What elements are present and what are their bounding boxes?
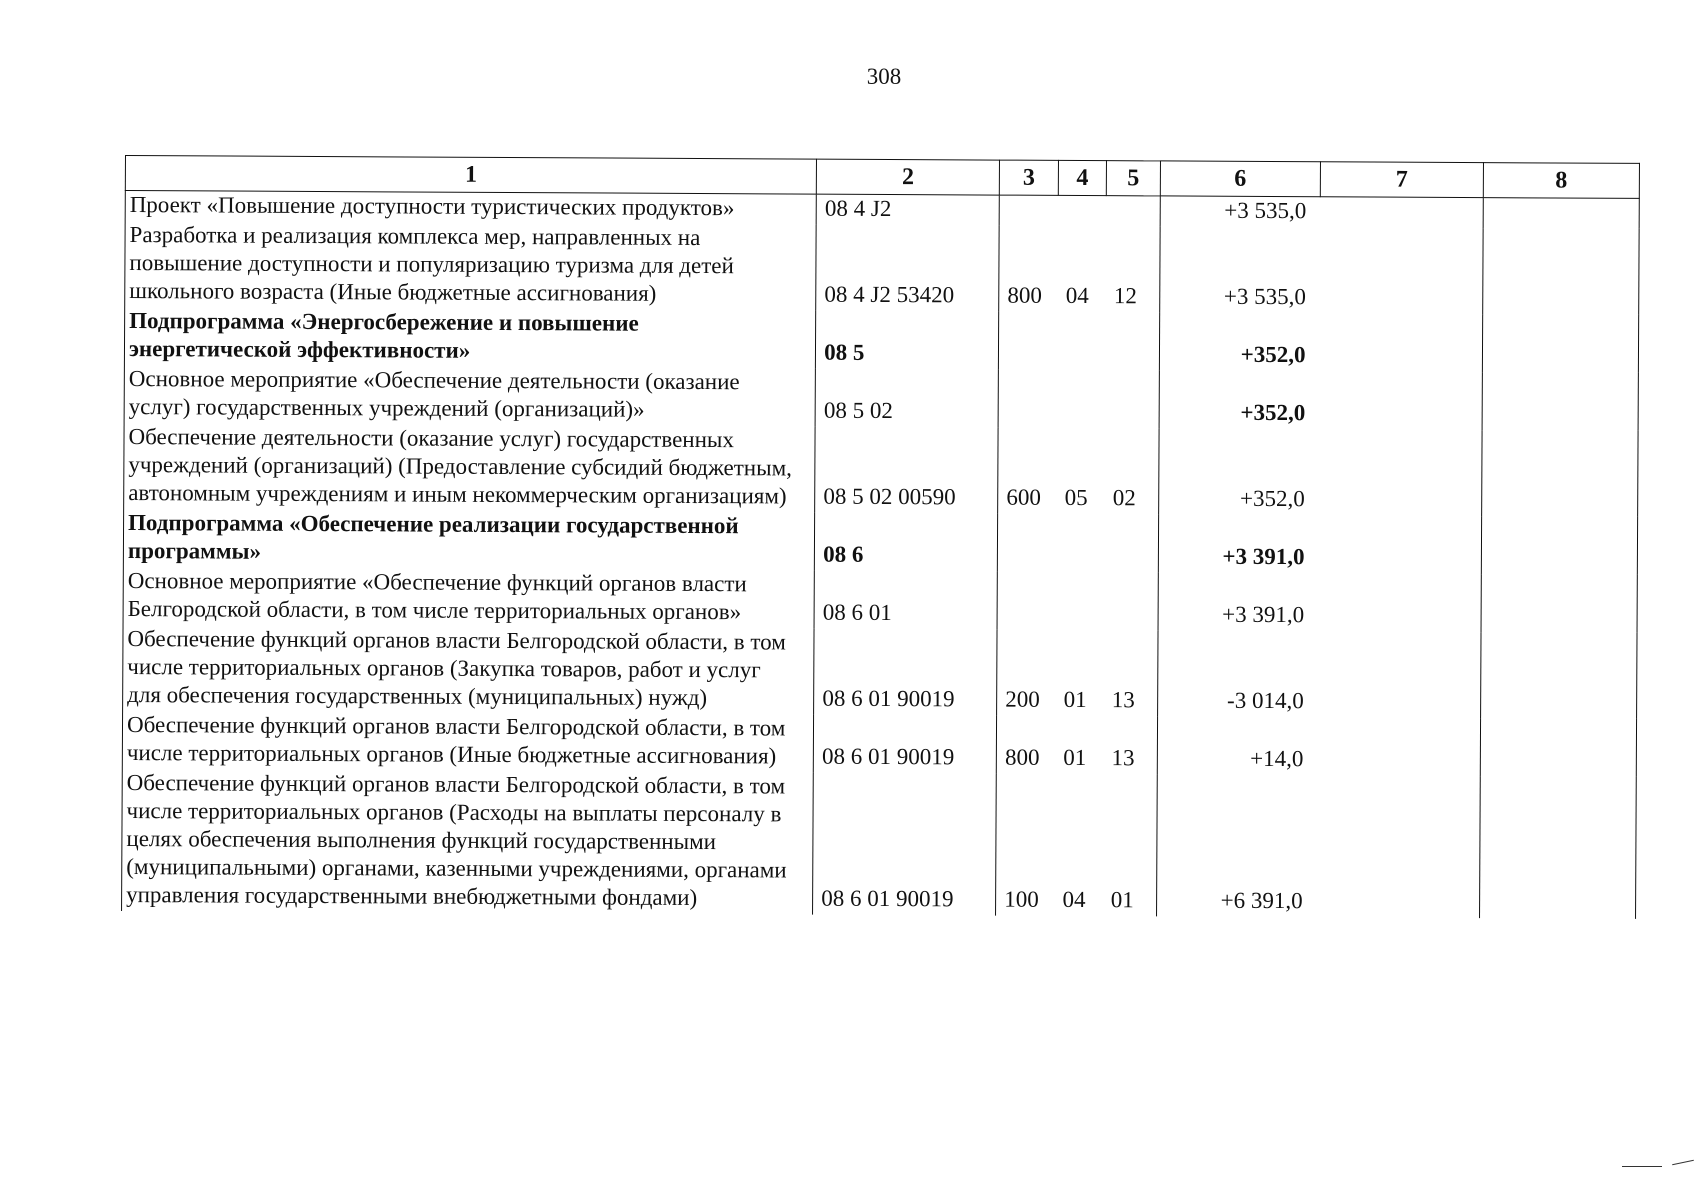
row-description: Основное мероприятие «Обеспечение деятельности (оказание услуг) государственных учреждений (организаций)» — [124, 365, 815, 427]
row-column-8 — [1480, 632, 1637, 719]
row-amount: +3 391,0 — [1158, 514, 1319, 573]
row-expense-type: 100 — [996, 774, 1056, 916]
table-body — [122, 191, 1640, 919]
row-column-8 — [1482, 372, 1639, 431]
row-code: 08 5 — [816, 311, 999, 370]
table-row — [123, 567, 1637, 633]
row-description: Обеспечение деятельности (оказание услуг) государственных учреждений (организаций) (Предоставление субсидий бюджетным, автономным учреждениям и иным некоммерческим организациям) — [124, 423, 816, 513]
row-subsection: 13 — [1111, 687, 1135, 713]
column-header-1: 1 — [125, 156, 816, 195]
row-section — [1056, 514, 1104, 572]
row-amount: +3 391,0 — [1158, 572, 1319, 631]
column-header-2: 2 — [816, 159, 999, 195]
row-subsection — [1105, 370, 1159, 428]
row-subsection — [1106, 312, 1160, 370]
row-subsection: 13 — [1111, 745, 1135, 771]
row-code: 08 6 01 90019 — [814, 629, 997, 716]
row-expense-type — [999, 312, 1058, 370]
row-description: Подпрограмма «Энергосбережение и повышение энергетической эффективности» — [124, 307, 815, 369]
row-column-8 — [1482, 314, 1639, 373]
row-description: Обеспечение функций органов власти Белгородской области, в том числе территориальных органов (Расходы на выплаты персоналу в целях обеспечения выполнения функций государственными (муниципальными) органами, казенными учреждениями, органами управления государственными внебюджетными фондами) — [122, 769, 814, 915]
row-amount: +6 391,0 — [1156, 774, 1317, 917]
row-column-7 — [1320, 197, 1483, 228]
row-expense-type — [997, 514, 1056, 572]
row-description: Обеспечение функций органов власти Белгородской области, в том числе территориальных органов (Закупка товаров, работ и услуг для обеспечения государственных (муниципальных) нужд) — [123, 625, 815, 715]
row-expense-type: 600 — [998, 428, 1057, 514]
row-section — [1056, 572, 1104, 630]
column-header-7: 7 — [1320, 162, 1483, 198]
row-column-7 — [1319, 313, 1482, 372]
table-row — [124, 307, 1638, 373]
row-amount: +3 535,0 — [1159, 226, 1320, 313]
row-subsection — [1104, 572, 1158, 630]
column-header-8: 8 — [1483, 163, 1639, 199]
row-section: 01 — [1063, 744, 1087, 771]
row-column-7 — [1320, 227, 1483, 314]
scan-edge-mark — [1672, 1160, 1694, 1166]
row-section — [1057, 312, 1105, 370]
row-column-7 — [1317, 717, 1480, 776]
row-amount: +14,0 — [1157, 716, 1318, 775]
row-expense-type: 800 — [996, 716, 1055, 774]
row-amount: +352,0 — [1159, 312, 1320, 371]
row-description: Основное мероприятие «Обеспечение функций органов власти Белгородской области, в том числе территориальных органов» — [123, 567, 814, 629]
row-code: 08 6 01 90019 — [813, 773, 997, 916]
row-section: 05 — [1064, 484, 1088, 511]
row-amount: +352,0 — [1158, 428, 1319, 515]
table-row — [124, 365, 1638, 431]
row-code: 08 4 J2 — [816, 194, 999, 225]
row-expense-type — [999, 195, 1058, 226]
row-column-8 — [1480, 718, 1637, 777]
row-amount: -3 014,0 — [1157, 630, 1318, 717]
table-row — [123, 625, 1637, 719]
row-column-7 — [1318, 631, 1481, 718]
row-column-7 — [1319, 371, 1482, 430]
row-subsection: 01 — [1110, 887, 1134, 913]
column-header-5: 5 — [1106, 161, 1160, 196]
row-expense-type: 800 — [999, 226, 1058, 312]
column-header-4: 4 — [1058, 160, 1106, 195]
row-column-7 — [1319, 429, 1482, 516]
row-column-8 — [1481, 516, 1638, 575]
row-code: 08 5 02 — [815, 369, 998, 428]
row-amount: +352,0 — [1159, 370, 1320, 429]
row-subsection — [1106, 196, 1160, 227]
row-column-8 — [1482, 228, 1639, 315]
row-code: 08 5 02 00590 — [815, 427, 998, 514]
budget-table — [121, 155, 1640, 919]
row-subsection: 12 — [1113, 283, 1137, 309]
row-amount: +3 535,0 — [1160, 196, 1321, 227]
page-number: 308 — [866, 64, 902, 89]
row-column-7 — [1318, 515, 1481, 574]
row-code: 08 6 01 90019 — [813, 715, 996, 774]
row-code: 08 4 J2 53420 — [816, 225, 999, 312]
table-row — [122, 769, 1637, 919]
row-column-7 — [1318, 573, 1481, 632]
row-column-8 — [1479, 776, 1636, 919]
row-section: 04 — [1065, 282, 1089, 309]
row-description: Разработка и реализация комплекса мер, направленных на повышение доступности и популяризацию туризма для детей школьного возраста (Иные бюджетные ассигнования) — [125, 221, 817, 311]
table-row — [125, 221, 1639, 315]
row-column-8 — [1483, 198, 1639, 229]
row-expense-type — [998, 370, 1057, 428]
row-column-8 — [1481, 430, 1638, 517]
scan-edge-mark — [1622, 1166, 1662, 1167]
row-column-8 — [1481, 574, 1638, 633]
row-description: Обеспечение функций органов власти Белгородской области, в том числе территориальных органов (Иные бюджетные ассигнования) — [122, 711, 813, 773]
table-row — [123, 509, 1637, 575]
column-header-6: 6 — [1160, 161, 1321, 197]
row-section — [1057, 370, 1105, 428]
column-header-3: 3 — [999, 160, 1058, 195]
table-row — [124, 423, 1638, 517]
row-section: 01 — [1063, 686, 1087, 713]
row-subsection — [1104, 514, 1158, 572]
row-code: 08 6 — [815, 513, 998, 572]
row-description: Проект «Повышение доступности туристических продуктов» — [125, 191, 816, 225]
row-expense-type — [997, 572, 1056, 630]
row-expense-type: 200 — [997, 630, 1056, 716]
row-code: 08 6 01 — [814, 571, 997, 630]
row-subsection: 02 — [1112, 485, 1136, 511]
row-column-7 — [1317, 775, 1480, 918]
table-row — [122, 711, 1636, 777]
row-section: 04 — [1062, 886, 1086, 913]
row-section — [1058, 195, 1106, 226]
row-description: Подпрограмма «Обеспечение реализации государственной программы» — [123, 509, 814, 571]
